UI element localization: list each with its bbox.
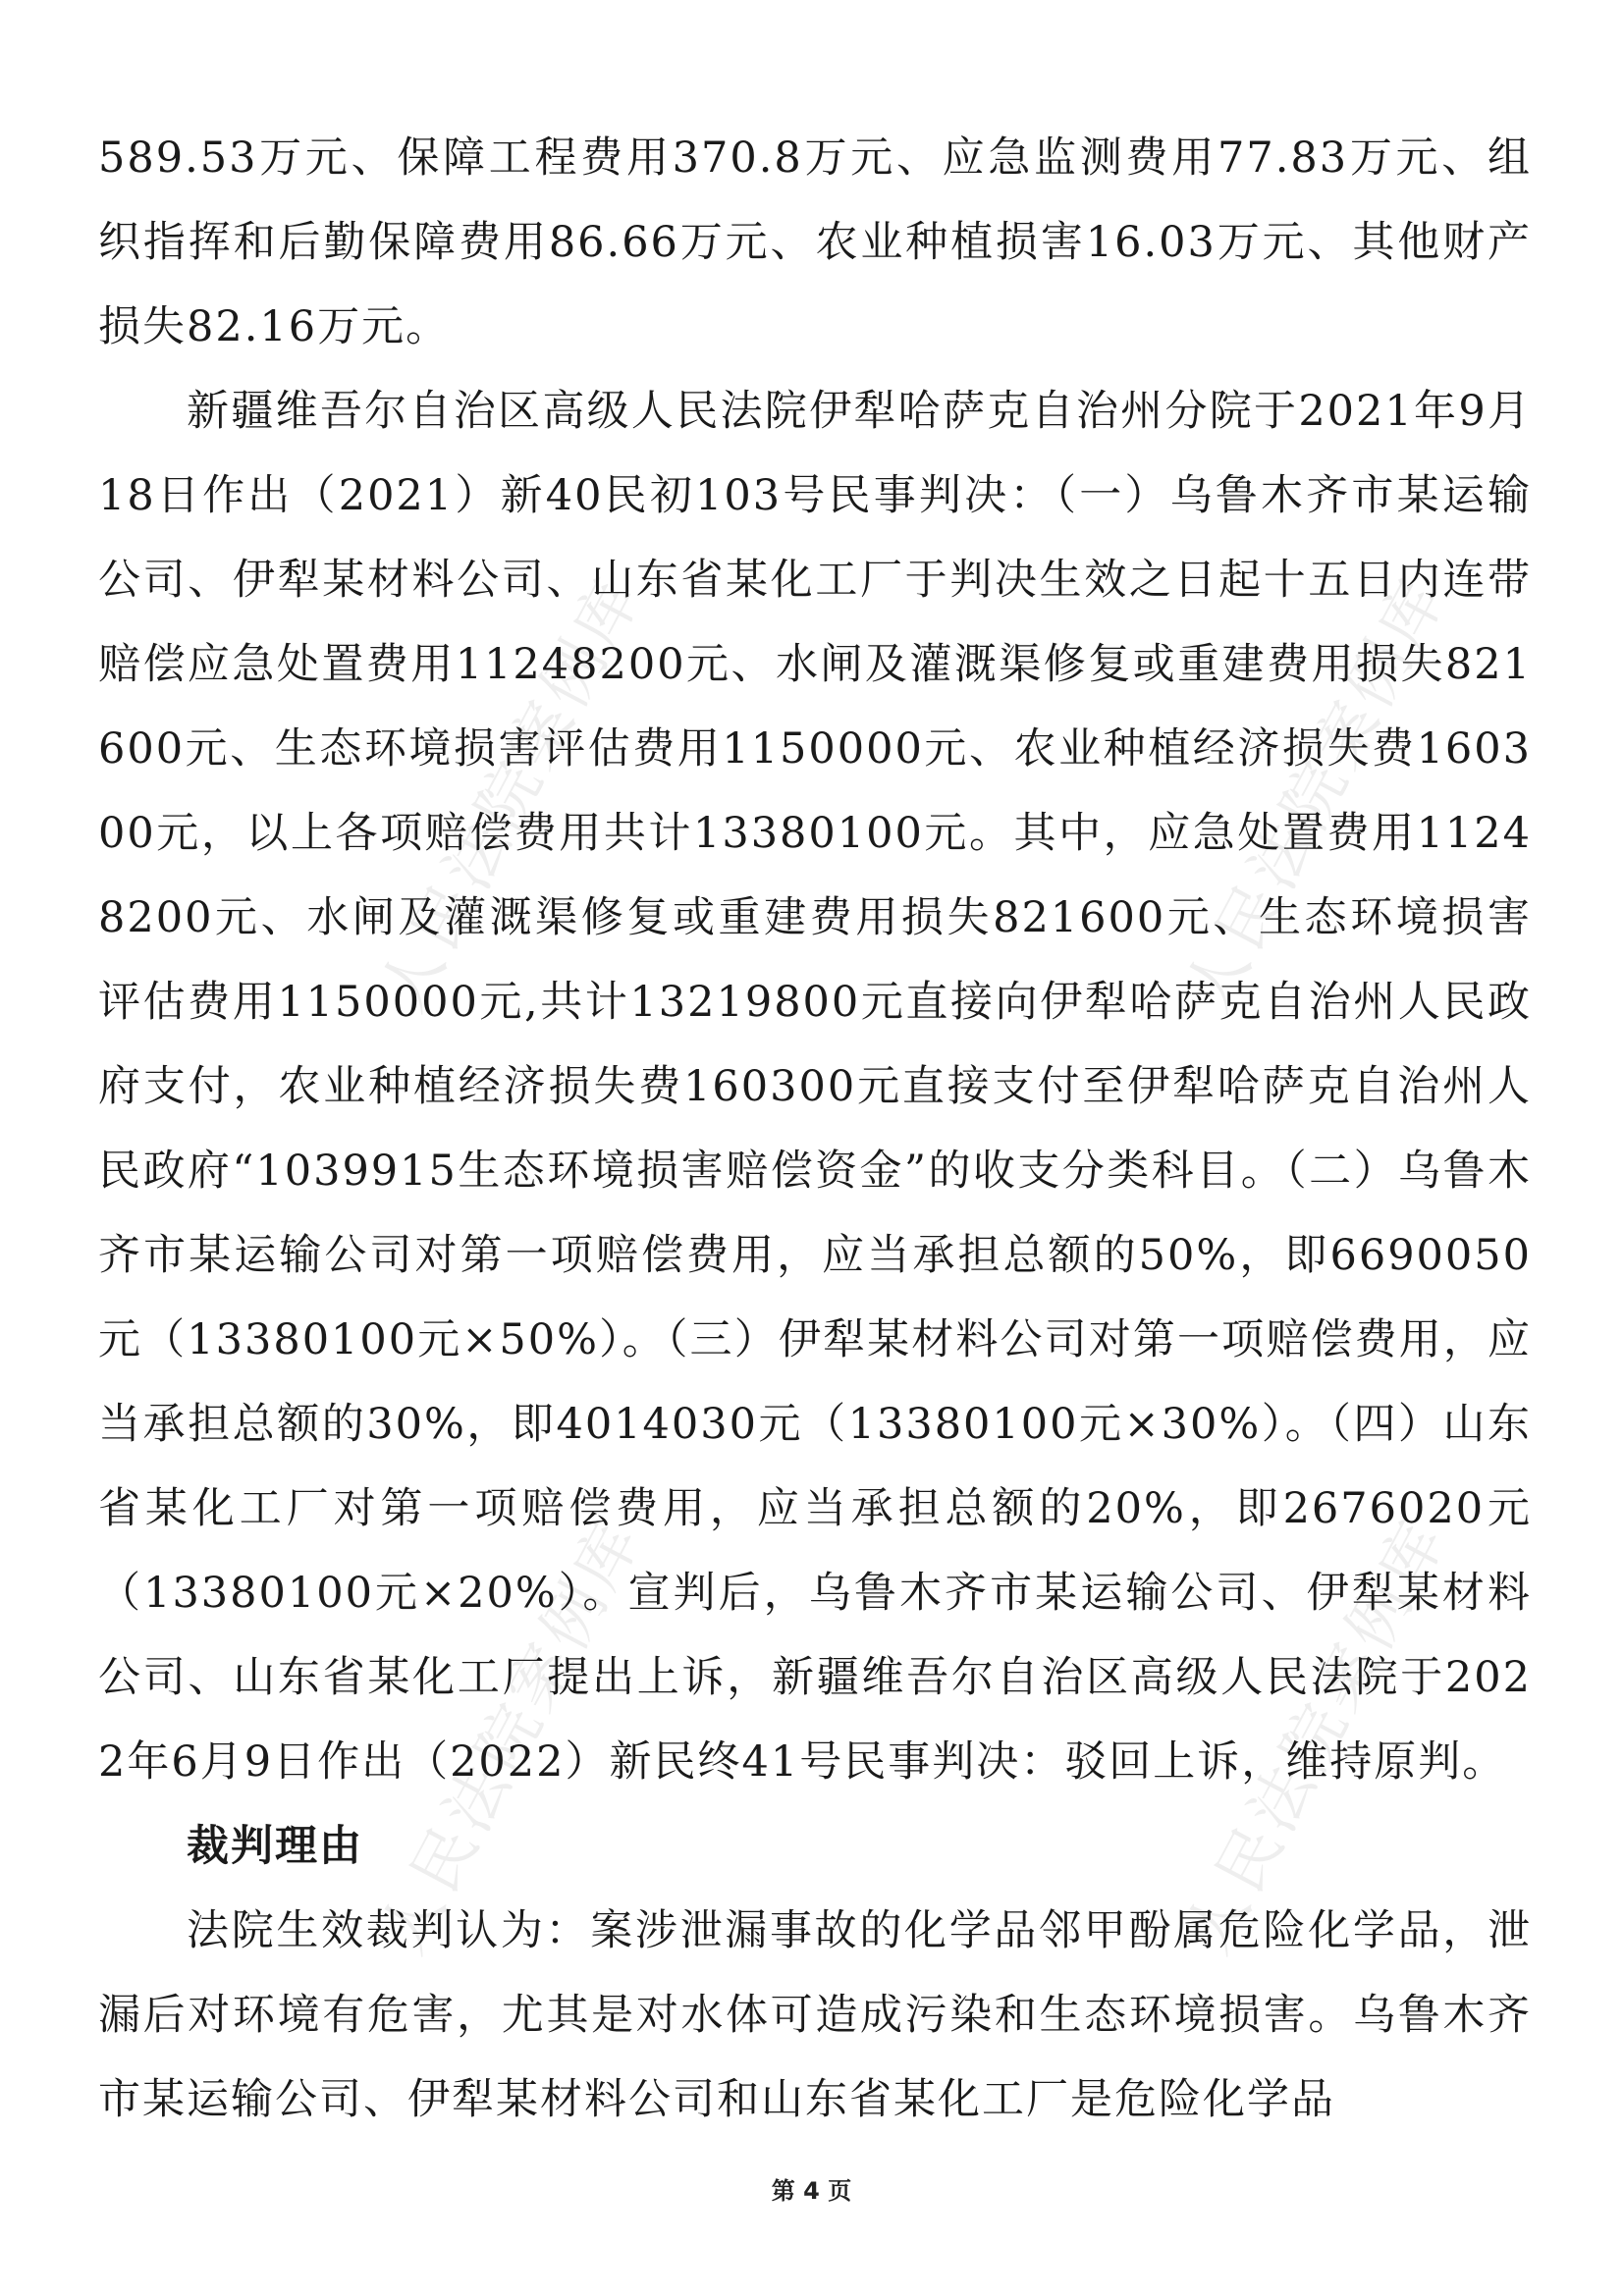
section-heading: 裁判理由 — [187, 1822, 363, 1871]
watermark: 人民法院案例库 — [1171, 1506, 1462, 1965]
page-number: 第 4 页 — [771, 2177, 852, 2205]
document-body — [98, 116, 1532, 2142]
paragraph-reasoning: 法院生效裁判认为：案涉泄漏事故的化学品邻甲酚属危险化学品，泄漏后对环境有危害，尤其是对水体可造成污染和生态环境损害。乌鲁木齐市某运输公司、伊犁某材料公司和山东省某化工厂是危险化学品 — [98, 1906, 1532, 2124]
watermark: 人民法院案例库 — [1171, 563, 1462, 1023]
paragraph-judgment: 新疆维吾尔自治区高级人民法院伊犁哈萨克自治州分院于2021年9月18日作出（2021）新40民初103号民事判决：（一）乌鲁木齐市某运输公司、伊犁某材料公司、山东省某化工厂于判决生效之日起十五日内连带赔偿应急处置费用11248200元、水闸及灌溉渠修复或重建费用损失821600元、生态环境损害评估费用1150000元、农业种植经济损失费160300元，以上各项赔偿费用共计13380100元。其中，应急处置费用11248200元、水闸及灌溉渠修复或重建费用损失821600元、生态环境损害评估费用1150000元,共计13219800元直接向伊犁哈萨克自治州人民政府支付，农业种植经济损失费160300元直接支付至伊犁哈萨克自治州人民政府“1039915生态环境损害赔偿资金”的收支分类科目。（二）乌鲁木齐市某运输公司对第一项赔偿费用，应当承担总额的50%，即6690050元（13380100元×50%）。（三）伊犁某材料公司对第一项赔偿费用，应当承担总额的30%，即4014030元（13380100元×30%）。（四）山东省某化工厂对第一项赔偿费用，应当承担总额的20%，即2676020元（13380100元×20%）。宣判后，乌鲁木齐市某运输公司、伊犁某材料公司、山东省某化工厂提出上诉，新疆维吾尔自治区高级人民法院于2022年6月9日作出（2022）新民终41号民事判决：驳回上诉，维持原判。 — [98, 387, 1532, 1787]
watermark: 人民法院案例库 — [366, 563, 657, 1023]
watermark: 人民法院案例库 — [366, 1506, 657, 1965]
paragraph-continuation: 589.53万元、保障工程费用370.8万元、应急监测费用77.83万元、组织指挥和后勤保障费用86.66万元、农业种植损害16.03万元、其他财产损失82.16万元。 — [98, 133, 1532, 351]
